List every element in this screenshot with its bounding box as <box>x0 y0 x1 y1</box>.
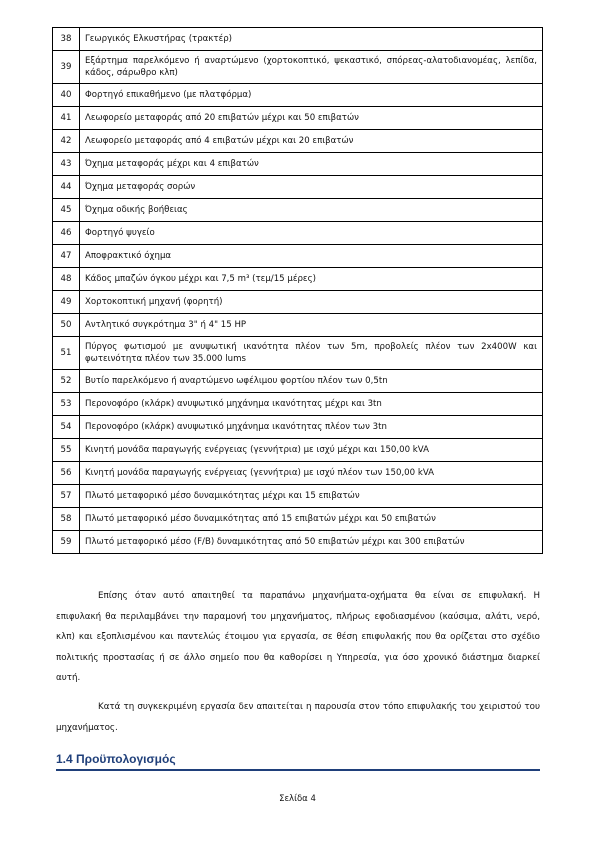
row-description-cell: Φορτηγό επικαθήμενο (με πλατφόρμα) <box>80 84 543 107</box>
row-description-cell: Βυτίο παρελκόμενο ή αναρτώμενο ωφέλιμου φορτίου πλέον των 0,5tn <box>80 370 543 393</box>
row-number-cell: 50 <box>53 314 80 337</box>
table-row <box>53 416 543 439</box>
row-description-cell: Αντλητικό συγκρότημα 3" ή 4" 15 HP <box>80 314 543 337</box>
row-number-cell: 58 <box>53 508 80 531</box>
row-description-cell: Πλωτό μεταφορικό μέσο (F/B) δυναμικότητας από 50 επιβατών μέχρι και 300 επιβατών <box>80 531 543 554</box>
row-number-cell: 43 <box>53 153 80 176</box>
row-number-cell: 39 <box>53 51 80 84</box>
table-row <box>53 28 543 51</box>
row-description-cell: Κάδος μπαζών όγκου μέχρι και 7,5 m³ (τεμ/15 μέρες) <box>80 268 543 291</box>
row-description-cell: Κινητή μονάδα παραγωγής ενέργειας (γεννήτρια) με ισχύ μέχρι και 150,00 kVA <box>80 439 543 462</box>
page-number-footer: Σελίδα 4 <box>279 794 316 804</box>
row-number-cell: 48 <box>53 268 80 291</box>
row-number-cell: 47 <box>53 245 80 268</box>
row-description-cell: Όχημα οδικής βοήθειας <box>80 199 543 222</box>
table-row <box>53 291 543 314</box>
row-number-cell: 46 <box>53 222 80 245</box>
table-row <box>53 314 543 337</box>
row-number-cell: 38 <box>53 28 80 51</box>
table-row <box>53 153 543 176</box>
row-description-cell: Περονοφόρο (κλάρκ) ανυψωτικό μηχάνημα ικανότητας μέχρι και 3tn <box>80 393 543 416</box>
row-description-cell: Φορτηγό ψυγείο <box>80 222 543 245</box>
table-row <box>53 508 543 531</box>
table-row <box>53 199 543 222</box>
row-description-cell: Πύργος φωτισμού με ανυψωτική ικανότητα πλέον των 5m, προβολείς πλέον των 2x400W και φωτεινότητα πλέον των 35.000 lums <box>80 337 543 370</box>
row-description-cell: Εξάρτημα παρελκόμενο ή αναρτώμενο (χορτοκοπτικό, ψεκαστικό, σπόρεας-αλατοδιανομέας, λεπίδα, κάδος, σάρωθρο κλπ) <box>80 51 543 84</box>
row-number-cell: 59 <box>53 531 80 554</box>
row-number-cell: 56 <box>53 462 80 485</box>
row-description-cell: Λεωφορείο μεταφοράς από 20 επιβατών μέχρι και 50 επιβατών <box>80 107 543 130</box>
row-number-cell: 40 <box>53 84 80 107</box>
row-number-cell: 45 <box>53 199 80 222</box>
machinery-table <box>52 27 543 554</box>
row-number-cell: 51 <box>53 337 80 370</box>
table-row <box>53 439 543 462</box>
table-row <box>53 245 543 268</box>
machinery-table-body <box>53 28 543 554</box>
row-number-cell: 41 <box>53 107 80 130</box>
row-number-cell: 55 <box>53 439 80 462</box>
table-row <box>53 51 543 84</box>
row-description-cell: Περονοφόρο (κλάρκ) ανυψωτικό μηχάνημα ικανότητας πλέον των 3tn <box>80 416 543 439</box>
row-number-cell: 49 <box>53 291 80 314</box>
table-row <box>53 393 543 416</box>
row-description-cell: Όχημα μεταφοράς μέχρι και 4 επιβατών <box>80 153 543 176</box>
table-row <box>53 531 543 554</box>
table-row <box>53 222 543 245</box>
table-row <box>53 130 543 153</box>
table-row <box>53 485 543 508</box>
table-row <box>53 84 543 107</box>
row-description-cell: Κινητή μονάδα παραγωγής ενέργειας (γεννήτρια) με ισχύ πλέον των 150,00 kVA <box>80 462 543 485</box>
row-description-cell: Αποφρακτικό όχημα <box>80 245 543 268</box>
row-number-cell: 53 <box>53 393 80 416</box>
table-row <box>53 268 543 291</box>
row-number-cell: 52 <box>53 370 80 393</box>
row-description-cell: Όχημα μεταφοράς σορών <box>80 176 543 199</box>
operator-paragraph: Κατά τη συγκεκριμένη εργασία δεν απαιτείται η παρουσία στον τόπο επιφυλακής του χειριστού του μηχανήματος. <box>56 702 540 733</box>
row-description-cell: Λεωφορείο μεταφοράς από 4 επιβατών μέχρι και 20 επιβατών <box>80 130 543 153</box>
table-row <box>53 107 543 130</box>
section-heading-budget: 1.4 Προϋπολογισμός <box>56 752 540 771</box>
row-description-cell: Πλωτό μεταφορικό μέσο δυναμικότητας από 15 επιβατών μέχρι και 50 επιβατών <box>80 508 543 531</box>
row-number-cell: 54 <box>53 416 80 439</box>
table-row <box>53 462 543 485</box>
table-row <box>53 337 543 370</box>
row-number-cell: 57 <box>53 485 80 508</box>
table-row <box>53 176 543 199</box>
row-number-cell: 42 <box>53 130 80 153</box>
row-number-cell: 44 <box>53 176 80 199</box>
row-description-cell: Χορτοκοπτική μηχανή (φορητή) <box>80 291 543 314</box>
row-description-cell: Γεωργικός Ελκυστήρας (τρακτέρ) <box>80 28 543 51</box>
row-description-cell: Πλωτό μεταφορικό μέσο δυναμικότητας μέχρι και 15 επιβατών <box>80 485 543 508</box>
standby-paragraph: Επίσης όταν αυτό απαιτηθεί τα παραπάνω μηχανήματα-οχήματα θα είναι σε επιφυλακή. Η επιφυλακή θα περιλαμβάνει την παραμονή του μηχανήματος, πλήρως εφοδιασμένου (καύσιμα, αλάτι, νερό, κλπ) και εξοπλισμένου και παντελώς έτοιμου για εργασία, σε θέση επιφυλακής που θα ορίζεται στο σχέδιο πολιτικής προστασίας ή σε άλλο σημείο που θα καθορίσει η Υπηρεσία, για όσο χρονικό διάστημα διαρκεί αυτή. <box>56 591 540 683</box>
table-row <box>53 370 543 393</box>
